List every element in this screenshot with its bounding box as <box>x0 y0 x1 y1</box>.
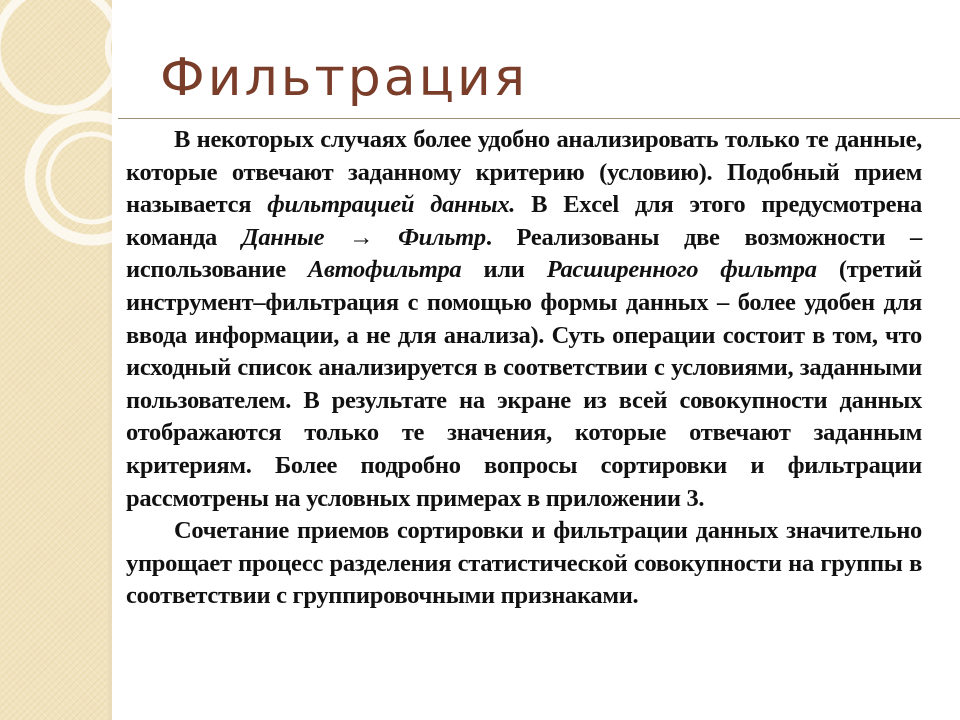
paragraph-1-term-autofilter: Автофильтра <box>307 256 462 284</box>
paragraph-1-run-1: В некоторых случаях более удобно анализировать только те данные, которые отвечают заданному критерию (условию). Подобный прием называется <box>126 126 922 219</box>
paragraph-1-menu-command: Данные → Фильтр <box>241 223 486 251</box>
paragraph-1-run-2: В Excel для этого предусмотрена команда <box>126 191 922 251</box>
slide-body <box>126 124 922 613</box>
paragraph-1-term-advanced-filter: Расширенного фильтра <box>546 256 817 284</box>
paragraph-1-run-5: (третий инструмент–фильтрация с помощью формы данных – более удобен для ввода информации, а не для анализа). Суть операции состоит в том, что исходный список анализируется в соответствии с условиями, заданными пользователем. В результате на экране из всей совокупности данных отображаются только те значения, которые отвечают заданным критериям. Более подробно вопросы сортировки и фильтрации рассмотрены на условных примерах в приложении 3. <box>126 256 922 512</box>
paragraph-1-run-3: . Реализованы две возможности – использование <box>126 223 922 284</box>
paragraph-2-run-1: Сочетание приемов сортировки и фильтрации данных значительно упрощает процесс разделения статистической совокупности на группы в соответствии с группировочными признаками. <box>126 517 922 610</box>
paragraph-1 <box>126 124 922 515</box>
paragraph-1-term-data-filtering: фильтрацией данных. <box>267 191 516 219</box>
paragraph-2 <box>126 515 922 613</box>
title-divider <box>118 118 960 119</box>
paragraph-1-run-4: или <box>461 256 547 284</box>
slide-title: Фильтрация <box>160 48 529 108</box>
